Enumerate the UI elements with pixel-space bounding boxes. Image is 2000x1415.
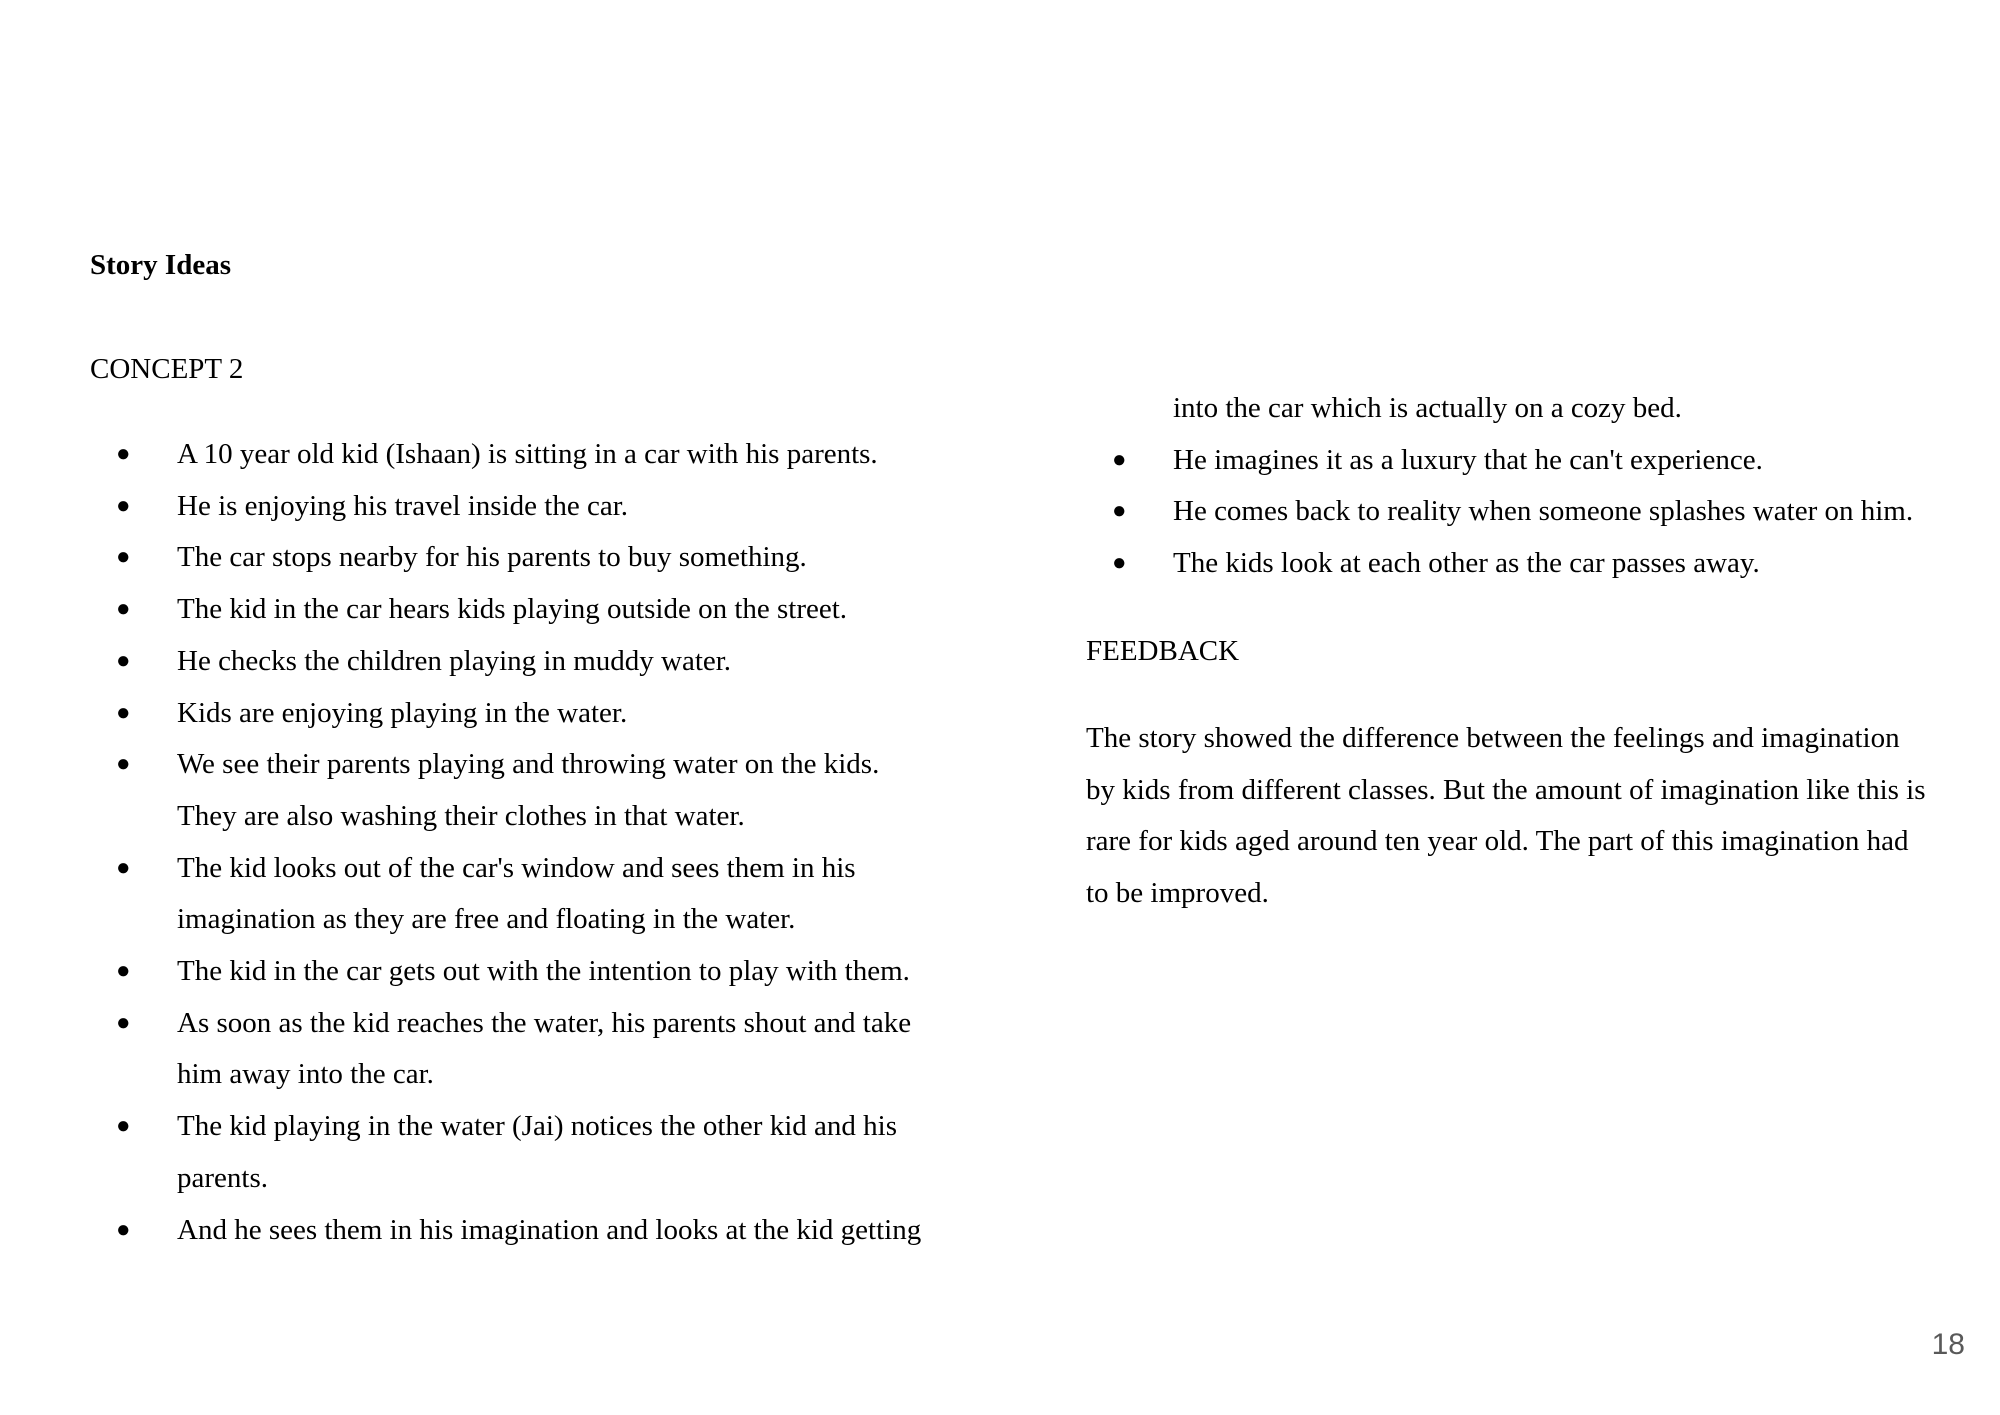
list-item xyxy=(90,1205,921,1257)
list-item-text: He checks the children playing in muddy water. xyxy=(177,644,732,677)
page-title: Story Ideas xyxy=(90,249,231,281)
list-item xyxy=(1086,538,1913,590)
list-item-text: He imagines it as a luxury that he can't experience. xyxy=(1173,443,1763,476)
bullet-icon: ● xyxy=(116,751,131,778)
list-item-text: He is enjoying his travel inside the car. xyxy=(177,489,629,522)
bullet-icon: ● xyxy=(1112,498,1127,525)
bullet-icon: ● xyxy=(116,544,131,571)
bullet-icon: ● xyxy=(116,958,131,985)
concept-label: CONCEPT 2 xyxy=(90,353,244,385)
list-item-continuation xyxy=(90,894,921,946)
bullet-icon: ● xyxy=(1112,550,1127,577)
list-item-text: They are also washing their clothes in that water. xyxy=(177,799,745,832)
list-item-text: As soon as the kid reaches the water, his parents shout and take xyxy=(177,1006,912,1039)
list-item-text: The kids look at each other as the car passes away. xyxy=(1173,547,1760,580)
list-item xyxy=(90,636,921,688)
list-item-text: The kid in the car hears kids playing outside on the street. xyxy=(177,593,848,626)
list-item xyxy=(90,429,921,481)
story-bullet-list-continued xyxy=(1086,383,1913,590)
list-item-text: The kid playing in the water (Jai) notices the other kid and his xyxy=(177,1110,897,1143)
list-item-text: parents. xyxy=(177,1161,268,1194)
list-item-text: The car stops nearby for his parents to buy something. xyxy=(177,541,807,574)
page-number: 18 xyxy=(1931,1328,1965,1361)
list-item xyxy=(1086,486,1913,538)
feedback-paragraph xyxy=(1086,713,1966,920)
bullet-icon: ● xyxy=(116,441,131,467)
list-item-text: And he sees them in his imagination and looks at the kid getting xyxy=(177,1213,922,1246)
list-item-text: imagination as they are free and floating in the water. xyxy=(177,903,796,936)
list-item xyxy=(90,688,921,740)
bullet-icon: ● xyxy=(116,596,131,623)
feedback-line: rare for kids aged around ten year old. The part of this imagination had xyxy=(1086,825,1909,858)
list-item xyxy=(90,532,921,584)
bullet-icon: ● xyxy=(116,1113,131,1140)
list-item-text: The kid looks out of the car's window and sees them in his xyxy=(177,851,856,884)
list-item xyxy=(90,998,921,1050)
list-item-text: him away into the car. xyxy=(177,1058,434,1091)
list-item xyxy=(90,739,921,791)
bullet-icon: ● xyxy=(116,492,131,519)
list-item-text: The kid in the car gets out with the intention to play with them. xyxy=(177,955,910,988)
list-item-text: We see their parents playing and throwing water on the kids. xyxy=(177,748,880,781)
feedback-label: FEEDBACK xyxy=(1086,635,1240,667)
list-item-continuation xyxy=(90,791,921,843)
feedback-line: The story showed the difference between the feelings and imagination xyxy=(1086,722,1900,754)
bullet-icon: ● xyxy=(116,854,131,881)
list-item xyxy=(1086,435,1913,487)
story-bullet-list xyxy=(90,429,921,1256)
list-item xyxy=(90,481,921,533)
list-item-continuation xyxy=(90,1153,921,1205)
bullet-icon: ● xyxy=(116,699,131,726)
list-item xyxy=(90,843,921,895)
list-item-text: Kids are enjoying playing in the water. xyxy=(177,696,628,729)
feedback-line: by kids from different classes. But the amount of imagination like this is xyxy=(1086,773,1926,806)
feedback-line: to be improved. xyxy=(1086,877,1269,910)
bullet-icon: ● xyxy=(1112,446,1127,473)
bullet-icon: ● xyxy=(116,647,131,674)
list-item-continuation xyxy=(90,1049,921,1101)
list-item xyxy=(90,1101,921,1153)
list-item-text: A 10 year old kid (Ishaan) is sitting in a car with his parents. xyxy=(177,438,878,470)
list-item xyxy=(90,946,921,998)
list-item-text: He comes back to reality when someone splashes water on him. xyxy=(1173,495,1914,528)
list-item xyxy=(90,584,921,636)
list-item-continuation: into the car which is actually on a cozy bed. xyxy=(1173,392,1682,424)
bullet-icon: ● xyxy=(116,1009,131,1036)
bullet-icon: ● xyxy=(116,1216,131,1243)
